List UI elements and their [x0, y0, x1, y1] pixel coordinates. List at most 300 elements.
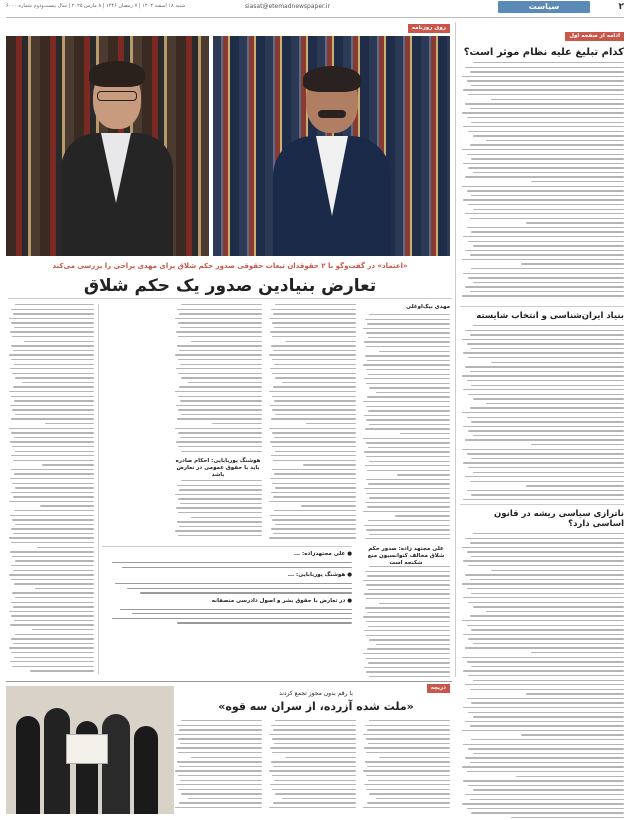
text-line — [180, 327, 262, 328]
text-line — [12, 556, 94, 557]
text-line — [9, 537, 94, 538]
main-headline: تعارض بنیادین صدور یک حکم شلاق — [83, 276, 377, 296]
text-line — [473, 716, 624, 717]
text-line — [462, 186, 624, 187]
text-line — [179, 766, 262, 767]
text-line — [366, 419, 450, 420]
text-line — [366, 529, 450, 530]
text-line — [468, 748, 624, 749]
text-line — [486, 140, 624, 141]
text-line — [178, 396, 262, 397]
text-line — [521, 734, 624, 735]
text-line — [12, 483, 94, 484]
text-line — [467, 80, 624, 81]
text-line — [275, 414, 356, 415]
text-line — [270, 441, 356, 442]
text-line — [178, 359, 262, 360]
text-line — [473, 533, 624, 534]
text-line — [269, 770, 356, 771]
text-line — [463, 199, 624, 200]
text-line — [462, 76, 624, 77]
text-line — [468, 277, 624, 278]
main-col-4 — [8, 304, 94, 674]
text-line — [463, 89, 624, 90]
text-line — [462, 149, 624, 150]
text-line — [10, 478, 94, 479]
text-line — [468, 94, 624, 95]
story2-body — [460, 325, 624, 500]
text-line — [516, 776, 624, 777]
text-line — [270, 368, 356, 369]
text-line — [13, 533, 94, 534]
text-line — [9, 647, 94, 648]
text-line — [471, 231, 624, 232]
divider — [460, 306, 624, 307]
text-line — [11, 542, 94, 543]
text-line — [467, 698, 624, 699]
text-line — [175, 391, 262, 392]
text-line — [462, 547, 624, 548]
text-line — [175, 354, 262, 355]
text-line — [181, 793, 262, 794]
text-line — [177, 725, 262, 726]
text-line — [178, 498, 262, 499]
text-line — [364, 415, 450, 416]
text-line — [473, 435, 624, 436]
text-line — [369, 793, 450, 794]
text-line — [366, 456, 450, 457]
text-line — [468, 167, 624, 168]
text-line — [274, 364, 356, 365]
text-line — [14, 437, 94, 438]
text-line — [465, 538, 624, 539]
text-line — [11, 565, 94, 566]
text-line — [15, 377, 94, 378]
text-line — [271, 492, 356, 493]
text-line — [366, 752, 450, 753]
text-line — [368, 410, 450, 411]
text-line — [180, 743, 262, 744]
text-line — [465, 67, 624, 68]
text-line — [471, 556, 624, 557]
text-line — [473, 398, 624, 399]
text-line — [11, 345, 94, 346]
text-line — [367, 396, 450, 397]
text-line — [13, 606, 94, 607]
text-line — [272, 752, 356, 753]
text-line — [282, 798, 356, 799]
text-line — [465, 476, 624, 477]
text-line — [175, 530, 262, 531]
text-line — [180, 780, 262, 781]
text-line — [471, 158, 624, 159]
text-line — [471, 85, 624, 86]
text-line — [465, 366, 624, 367]
text-line — [467, 771, 624, 772]
text-line — [179, 489, 262, 490]
text-line — [366, 789, 450, 790]
text-line — [273, 729, 356, 730]
text-line — [468, 467, 624, 468]
text-line — [181, 304, 262, 305]
text-line — [363, 616, 450, 617]
text-line — [470, 799, 624, 800]
text-line — [463, 670, 624, 671]
bottom-col-1 — [362, 720, 450, 815]
text-line — [274, 327, 356, 328]
text-line — [178, 322, 262, 323]
text-line — [9, 391, 94, 392]
text-line — [462, 112, 624, 113]
text-line — [364, 747, 450, 748]
text-line — [178, 409, 262, 410]
text-line — [364, 784, 450, 785]
text-line — [12, 592, 94, 593]
text-line — [463, 236, 624, 237]
text-line — [367, 360, 450, 361]
page-number: ۲ — [618, 2, 624, 12]
text-line — [10, 551, 94, 552]
text-line — [10, 661, 94, 662]
text-line — [273, 386, 356, 387]
divider — [8, 298, 452, 299]
text-line — [467, 227, 624, 228]
text-line — [465, 176, 624, 177]
text-line — [301, 505, 356, 506]
text-line — [14, 510, 94, 511]
text-line — [275, 451, 356, 452]
text-line — [468, 357, 624, 358]
text-line — [272, 738, 356, 739]
quote-2: ● هوشنگ پوربابایی: ... — [287, 571, 352, 578]
text-line — [13, 350, 94, 351]
text-line — [12, 409, 94, 410]
text-line — [180, 437, 262, 438]
dateline: شنبه ۱۸ اسفند ۱۴۰۳ | ۷ رمضان ۱۴۴۶ | ۸ مارس ۲۰۲۵ | سال بیست‌ودوم شماره ۶۰۰۰ — [6, 3, 186, 9]
text-line — [178, 336, 262, 337]
text-line — [269, 354, 356, 355]
text-line — [486, 611, 624, 612]
text-line — [467, 117, 624, 118]
text-line — [270, 478, 356, 479]
text-line — [363, 364, 450, 365]
text-line — [282, 382, 356, 383]
main-col-1 — [362, 314, 450, 539]
text-line — [468, 638, 624, 639]
text-line — [272, 519, 356, 520]
text-line — [179, 729, 262, 730]
text-line — [11, 322, 94, 323]
text-line — [367, 648, 450, 649]
text-line — [365, 607, 450, 608]
text-line — [369, 387, 450, 388]
text-line — [467, 417, 624, 418]
text-line — [369, 639, 450, 640]
text-line — [175, 318, 262, 319]
text-line — [364, 525, 450, 526]
divider — [460, 504, 624, 505]
text-line — [175, 494, 262, 495]
text-line — [271, 418, 356, 419]
text-line — [275, 720, 356, 721]
text-line — [473, 62, 624, 63]
text-line — [364, 488, 450, 489]
text-line — [11, 418, 94, 419]
text-line — [471, 348, 624, 349]
text-line — [178, 512, 262, 513]
photo-protest — [6, 686, 174, 814]
text-line — [14, 364, 94, 365]
text-line — [368, 447, 450, 448]
text-line — [471, 122, 624, 123]
text-line — [473, 789, 624, 790]
continued-tag: ادامه از صفحه اول — [565, 32, 624, 41]
text-line — [369, 720, 450, 721]
text-line — [471, 666, 624, 667]
text-line — [269, 318, 356, 319]
text-line — [462, 766, 624, 767]
text-line — [176, 368, 262, 369]
text-line — [9, 428, 94, 429]
text-line — [473, 753, 624, 754]
text-line — [303, 464, 356, 465]
text-line — [365, 538, 450, 539]
text-line — [178, 752, 262, 753]
text-line — [465, 103, 624, 104]
text-line — [465, 250, 624, 251]
text-line — [369, 566, 450, 567]
text-line — [176, 331, 262, 332]
text-line — [465, 647, 624, 648]
text-line — [364, 451, 450, 452]
text-line — [177, 485, 262, 486]
text-line — [9, 611, 94, 612]
text-line — [285, 757, 356, 758]
text-line — [285, 341, 356, 342]
text-line — [463, 462, 624, 463]
page-header — [0, 0, 630, 14]
text-line — [24, 341, 94, 342]
text-line — [178, 373, 262, 374]
text-line — [462, 375, 624, 376]
text-line — [11, 638, 94, 639]
bottom-headline: «ملت شده آزرده، از سران سه قوه» — [218, 700, 414, 713]
text-line — [272, 322, 356, 323]
text-line — [271, 345, 356, 346]
text-line — [462, 339, 624, 340]
text-line — [15, 414, 94, 415]
text-line — [363, 734, 450, 735]
text-line — [363, 511, 450, 512]
text-line — [470, 334, 624, 335]
text-line — [473, 643, 624, 644]
text-line — [9, 318, 94, 319]
text-line — [376, 644, 450, 645]
text-line — [366, 584, 450, 585]
text-line — [180, 364, 262, 365]
text-line — [10, 368, 94, 369]
text-line — [463, 426, 624, 427]
text-line — [274, 437, 356, 438]
text-line — [15, 597, 94, 598]
text-line — [272, 396, 356, 397]
text-line — [272, 483, 356, 484]
text-line — [363, 438, 450, 439]
text-line — [470, 218, 624, 219]
text-line — [273, 350, 356, 351]
text-line — [511, 817, 624, 818]
text-line — [468, 241, 624, 242]
text-line — [273, 802, 356, 803]
text-line — [10, 441, 94, 442]
text-line — [473, 680, 624, 681]
text-line — [179, 350, 262, 351]
text-line — [471, 458, 624, 459]
text-line — [462, 803, 624, 804]
text-line — [471, 593, 624, 594]
text-line — [363, 770, 450, 771]
text-line — [366, 369, 450, 370]
right-column — [460, 22, 624, 792]
text-line — [30, 670, 95, 671]
text-line — [465, 439, 624, 440]
text-line — [367, 766, 450, 767]
text-line — [486, 403, 624, 404]
text-line — [365, 502, 450, 503]
text-line — [22, 382, 94, 383]
text-line — [470, 762, 624, 763]
story3-headline: ناترازی سیاسی ریشه در قانون اساسی دارد؟ — [494, 509, 624, 529]
text-line — [176, 747, 262, 748]
text-line — [468, 602, 624, 603]
text-line — [13, 386, 94, 387]
text-line — [181, 451, 262, 452]
text-line — [365, 355, 450, 356]
text-line — [364, 667, 450, 668]
text-line — [467, 154, 624, 155]
byline: مهدی بیک‌اوغلی — [406, 304, 450, 310]
text-line — [14, 583, 94, 584]
text-line — [272, 359, 356, 360]
text-line — [11, 469, 94, 470]
text-line — [365, 319, 450, 320]
text-line — [473, 172, 624, 173]
text-line — [526, 693, 624, 694]
text-line — [45, 423, 94, 424]
text-line — [12, 446, 94, 447]
column-divider — [98, 304, 99, 674]
text-line — [179, 802, 262, 803]
text-line — [463, 780, 624, 781]
text-line — [463, 163, 624, 164]
text-line — [369, 676, 450, 677]
text-line — [275, 304, 356, 305]
text-line — [274, 510, 356, 511]
text-line — [365, 725, 450, 726]
text-line — [470, 108, 624, 109]
text-line — [177, 521, 262, 522]
text-line — [379, 757, 450, 758]
text-line — [269, 734, 356, 735]
text-line — [273, 533, 356, 534]
text-line — [470, 542, 624, 543]
text-line — [465, 684, 624, 685]
bottom-kicker: با رقم بدون مجوز تجمع کردند — [279, 690, 353, 697]
text-line — [179, 386, 262, 387]
text-line — [175, 428, 262, 429]
text-line — [274, 400, 356, 401]
right-headline: کدام تبلیغ علیه نظام موثر است؟ — [463, 47, 624, 58]
text-line — [37, 547, 94, 548]
text-line — [35, 588, 94, 589]
text-line — [270, 784, 356, 785]
text-line — [468, 204, 624, 205]
text-line — [465, 286, 624, 287]
text-line — [9, 501, 94, 502]
text-line — [468, 394, 624, 395]
text-line — [272, 469, 356, 470]
text-line — [176, 405, 262, 406]
text-line — [271, 455, 356, 456]
text-line — [212, 423, 262, 424]
text-line — [366, 635, 450, 636]
text-line — [473, 472, 624, 473]
text-line — [376, 798, 450, 799]
text-line — [12, 666, 94, 667]
text-line — [11, 492, 94, 493]
text-line — [12, 336, 94, 337]
text-line — [14, 657, 94, 658]
text-line — [471, 195, 624, 196]
subhead-pourbabaei: هوشنگ پوربابایی: احکام صادره باید با حقوق عمومی در تعارض باشد — [175, 458, 261, 478]
text-line — [471, 702, 624, 703]
text-line — [365, 428, 450, 429]
text-line — [175, 734, 262, 735]
text-line — [364, 593, 450, 594]
text-line — [471, 385, 624, 386]
main-tag: روی روزنامه — [408, 24, 450, 33]
text-line — [364, 341, 450, 342]
text-line — [473, 325, 624, 326]
text-line — [272, 789, 356, 790]
text-line — [473, 282, 624, 283]
text-line — [531, 652, 624, 653]
text-line — [13, 570, 94, 571]
text-line — [470, 689, 624, 690]
text-line — [13, 643, 94, 644]
text-line — [473, 209, 624, 210]
text-line — [11, 528, 94, 529]
text-line — [526, 485, 624, 486]
text-line — [11, 455, 94, 456]
text-line — [467, 808, 624, 809]
text-line — [177, 761, 262, 762]
text-line — [463, 352, 624, 353]
text-line — [176, 784, 262, 785]
text-line — [379, 603, 450, 604]
text-line — [369, 461, 450, 462]
quote-3: ● در تعارض با حقوق بشر و اصول دادرسی منصفانه — [211, 597, 352, 604]
text-line — [363, 328, 450, 329]
text-line — [275, 793, 356, 794]
main-col-1b — [362, 566, 450, 678]
text-line — [468, 430, 624, 431]
text-line — [463, 634, 624, 635]
text-line — [367, 575, 450, 576]
text-line — [176, 507, 262, 508]
text-line — [275, 377, 356, 378]
text-line — [368, 520, 450, 521]
